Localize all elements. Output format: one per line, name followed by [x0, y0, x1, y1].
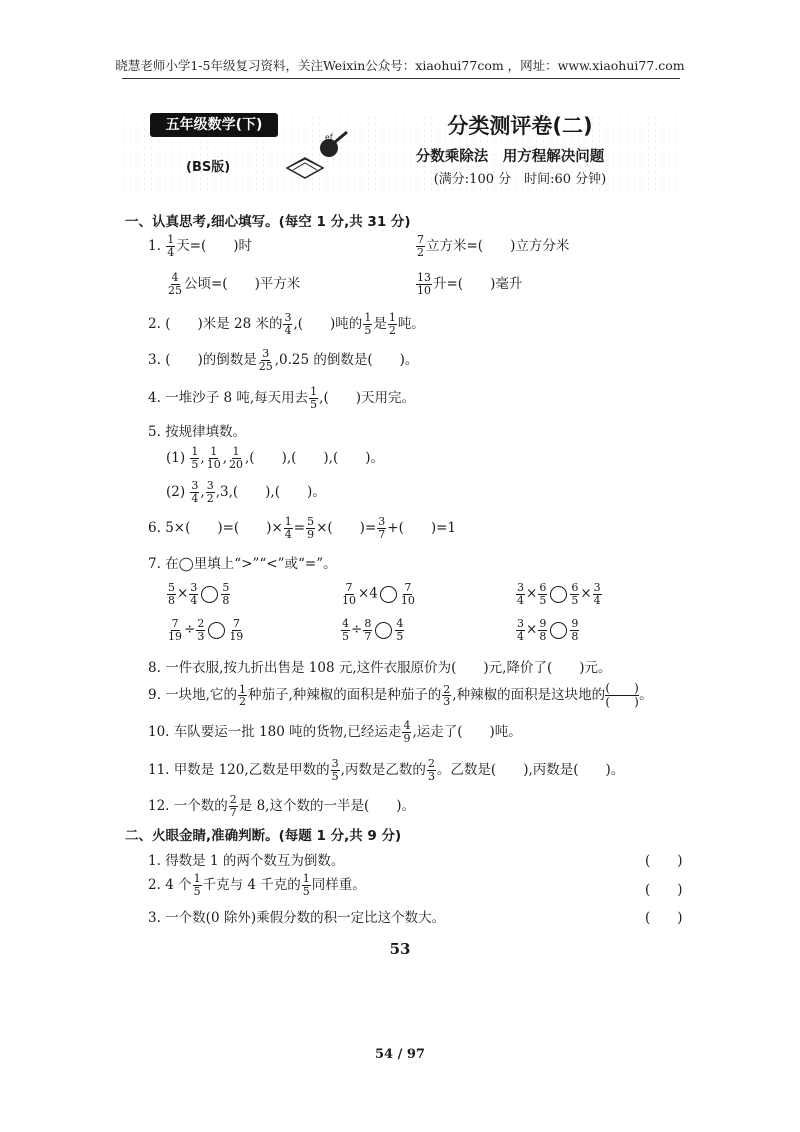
compare-item-6: $\frac{3}{4}$ × $\frac{9}{8}$ $\frac{9}{8}$ — [517, 617, 579, 643]
judge-item-3: 3. 一个数(0 除外)乘假分数的积一定比这个数大。 — [148, 910, 446, 926]
judge-answer-1[interactable]: ( ) — [645, 853, 683, 869]
compare-item-2: $\frac{7}{10}$ ×4 $\frac{7}{10}$ — [342, 581, 415, 607]
question-6: 6. 5×( )=( )× $\frac{1}{4}$ = $\frac{5}{9}$ ×( )= $\frac{3}{7}$ +( )=1 — [148, 515, 457, 541]
question-1c: $\frac{4}{25}$ 公顷=( )平方米 — [168, 271, 301, 297]
question-11: 11. 甲数是 120,乙数是甲数的 $\frac{3}{5}$ ,丙数是乙数的 $\frac{2}{3}$ 。乙数是( ),丙数是( )。 — [148, 757, 625, 783]
header-divider — [122, 78, 680, 79]
question-1a: 1. $\frac{1}{4}$ 天=( )时 — [148, 233, 253, 259]
question-2: 2. ( )米是 28 米的 $\frac{3}{4}$ ,( )吨的 $\frac{1}{5}$ 是 $\frac{1}{2}$ 吨。 — [148, 311, 425, 337]
compare-circle[interactable] — [201, 586, 218, 603]
compare-circle[interactable] — [375, 622, 392, 639]
compare-circle[interactable] — [550, 586, 567, 603]
judge-item-2: 2. 4 个 $\frac{1}{5}$ 千克与 4 千克的 $\frac{1}{5}$ 同样重。 — [148, 872, 366, 898]
section-1-heading: 一、认真思考,细心填写。(每空 1 分,共 31 分) — [125, 214, 411, 230]
grade-badge: 五年级数学(下) — [150, 113, 278, 137]
compare-item-4: $\frac{7}{19}$ ÷ $\frac{2}{3}$ $\frac{7}{19}$ — [168, 617, 244, 643]
page-count: 54 / 97 — [375, 1047, 425, 1062]
question-5-row-2: (2) $\frac{3}{4}$ , $\frac{3}{2}$ ,3,( ),( )。 — [166, 479, 326, 505]
question-10: 10. 车队要运一批 180 吨的货物,已经运走 $\frac{4}{9}$ ,运走了( )吨。 — [148, 719, 522, 745]
question-8: 8. 一件衣服,按九折出售是 108 元,这件衣服原价为( )元,降价了( )元。 — [148, 660, 612, 676]
question-12: 12. 一个数的 $\frac{2}{7}$ 是 8,这个数的一半是( )。 — [148, 793, 415, 819]
compare-circle[interactable] — [550, 622, 567, 639]
book-magnifier-icon — [283, 128, 353, 180]
question-3: 3. ( )的倒数是 $\frac{3}{25}$ ,0.25 的倒数是( )。 — [148, 347, 419, 373]
page-title: 分类测评卷(二) — [447, 114, 593, 138]
question-5-row-1: (1) $\frac{1}{5}$ , $\frac{1}{10}$ , $\frac{1}{20}$ ,( ),( ),( )。 — [166, 445, 384, 471]
compare-circle[interactable] — [380, 586, 397, 603]
question-7: 7. 在◯里填上“>”“<”或“=”。 — [148, 556, 337, 572]
section-2-heading: 二、火眼金睛,准确判断。(每题 1 分,共 9 分) — [125, 828, 402, 844]
judge-item-1: 1. 得数是 1 的两个数互为倒数。 — [148, 853, 345, 869]
compare-item-1: $\frac{5}{8}$ × $\frac{3}{4}$ $\frac{5}{8}$ — [168, 581, 230, 607]
question-5: 5. 按规律填数。 — [148, 424, 247, 440]
question-1b: $\frac{7}{2}$ 立方米=( )立方分米 — [417, 233, 570, 259]
top-banner-text: 晓慧老师小学1-5年级复习资料，关注Weixin公众号：xiaohui77com ，网址：www.xiaohui77.com — [115, 58, 685, 73]
question-4: 4. 一堆沙子 8 吨,每天用去 $\frac{1}{5}$ ,( )天用完。 — [148, 385, 415, 411]
compare-circle[interactable] — [208, 622, 225, 639]
page-subtitle: 分数乘除法 用方程解决问题 — [415, 149, 605, 165]
score-time-info: (满分:100 分 时间:60 分钟) — [433, 172, 607, 187]
svg-text:ef: ef — [325, 133, 333, 142]
judge-answer-3[interactable]: ( ) — [645, 910, 683, 926]
judge-answer-2[interactable]: ( ) — [645, 882, 683, 898]
edition-label: (BS版) — [186, 160, 231, 175]
question-1d: $\frac{13}{10}$ 升=( )毫升 — [417, 271, 523, 297]
question-9: 9. 一块地,它的 $\frac{1}{2}$ 种茄子,种辣椒的面积是种茄子的 $\frac{2}{3}$ ,种辣椒的面积是这块地的 ( ) ( ) 。 — [148, 681, 653, 710]
compare-item-3: $\frac{3}{4}$ × $\frac{6}{5}$ $\frac{6}{5}$ × $\frac{3}{4}$ — [517, 581, 601, 607]
compare-item-5: $\frac{4}{5}$ ÷ $\frac{8}{7}$ $\frac{4}{5}$ — [342, 617, 404, 643]
page-number: 53 — [389, 940, 411, 958]
